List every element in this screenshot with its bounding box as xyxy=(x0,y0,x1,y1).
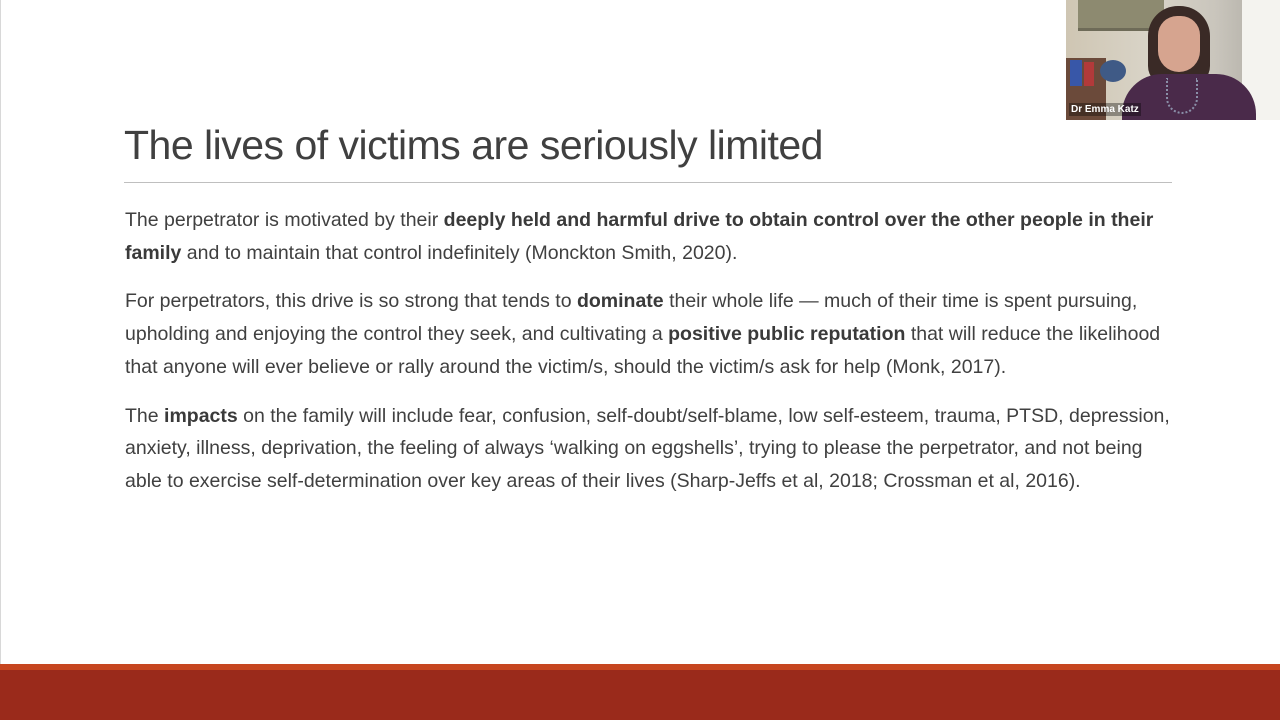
body-paragraph-1 xyxy=(125,204,1170,269)
participant-name-label: Dr Emma Katz xyxy=(1071,104,1139,115)
slide-body xyxy=(125,204,1170,514)
webcam-speaker-face xyxy=(1158,16,1200,72)
title-divider xyxy=(124,182,1172,183)
paragraph-text: that will reduce the likelihood that anyone will ever believe or rally around the victim/s, should the victim/s ask for help (Monk, 2017). xyxy=(125,323,1161,378)
paragraph-text: on the family will include fear, confusion, self-doubt/self-blame, low self-esteem, trauma, PTSD, depression, anxiety, illness, deprivation, the feeling of always ‘walking on eggshells’, trying to please the perpetrator, and not being able to exercise self-determination over key areas of their lives (Sharp-Jeffs et al, 2018; Crossman et al, 2016). xyxy=(125,404,1170,492)
slide-left-border xyxy=(0,0,1,664)
paragraph-text: The xyxy=(125,404,165,427)
paragraph-emphasis: deeply held and harmful drive to obtain control over the other people in their family xyxy=(125,209,1154,264)
paragraph-emphasis: dominate xyxy=(576,290,664,313)
paragraph-text: their whole life — much of their time is spent pursuing, upholding and enjoying the control they seek, and cultivating a xyxy=(125,290,1138,346)
webcam-book xyxy=(1084,62,1094,86)
paragraph-emphasis: positive public reputation xyxy=(668,323,906,346)
webcam-object xyxy=(1100,60,1126,82)
paragraph-text: and to maintain that control indefinitely (Monckton Smith, 2020). xyxy=(181,241,738,264)
body-paragraph-3 xyxy=(125,400,1170,498)
paragraph-text: For perpetrators, this drive is so strong that tends to xyxy=(125,290,577,313)
body-paragraph-2 xyxy=(125,285,1170,383)
slide-title: The lives of victims are seriously limited xyxy=(124,122,823,168)
paragraph-text: The perpetrator is motivated by their xyxy=(125,209,444,231)
footer-band xyxy=(0,670,1280,720)
webcam-speaker-necklace xyxy=(1166,78,1198,114)
webcam-book xyxy=(1070,60,1082,86)
paragraph-emphasis: impacts xyxy=(164,404,238,427)
webcam-video-tile[interactable] xyxy=(1066,0,1280,120)
